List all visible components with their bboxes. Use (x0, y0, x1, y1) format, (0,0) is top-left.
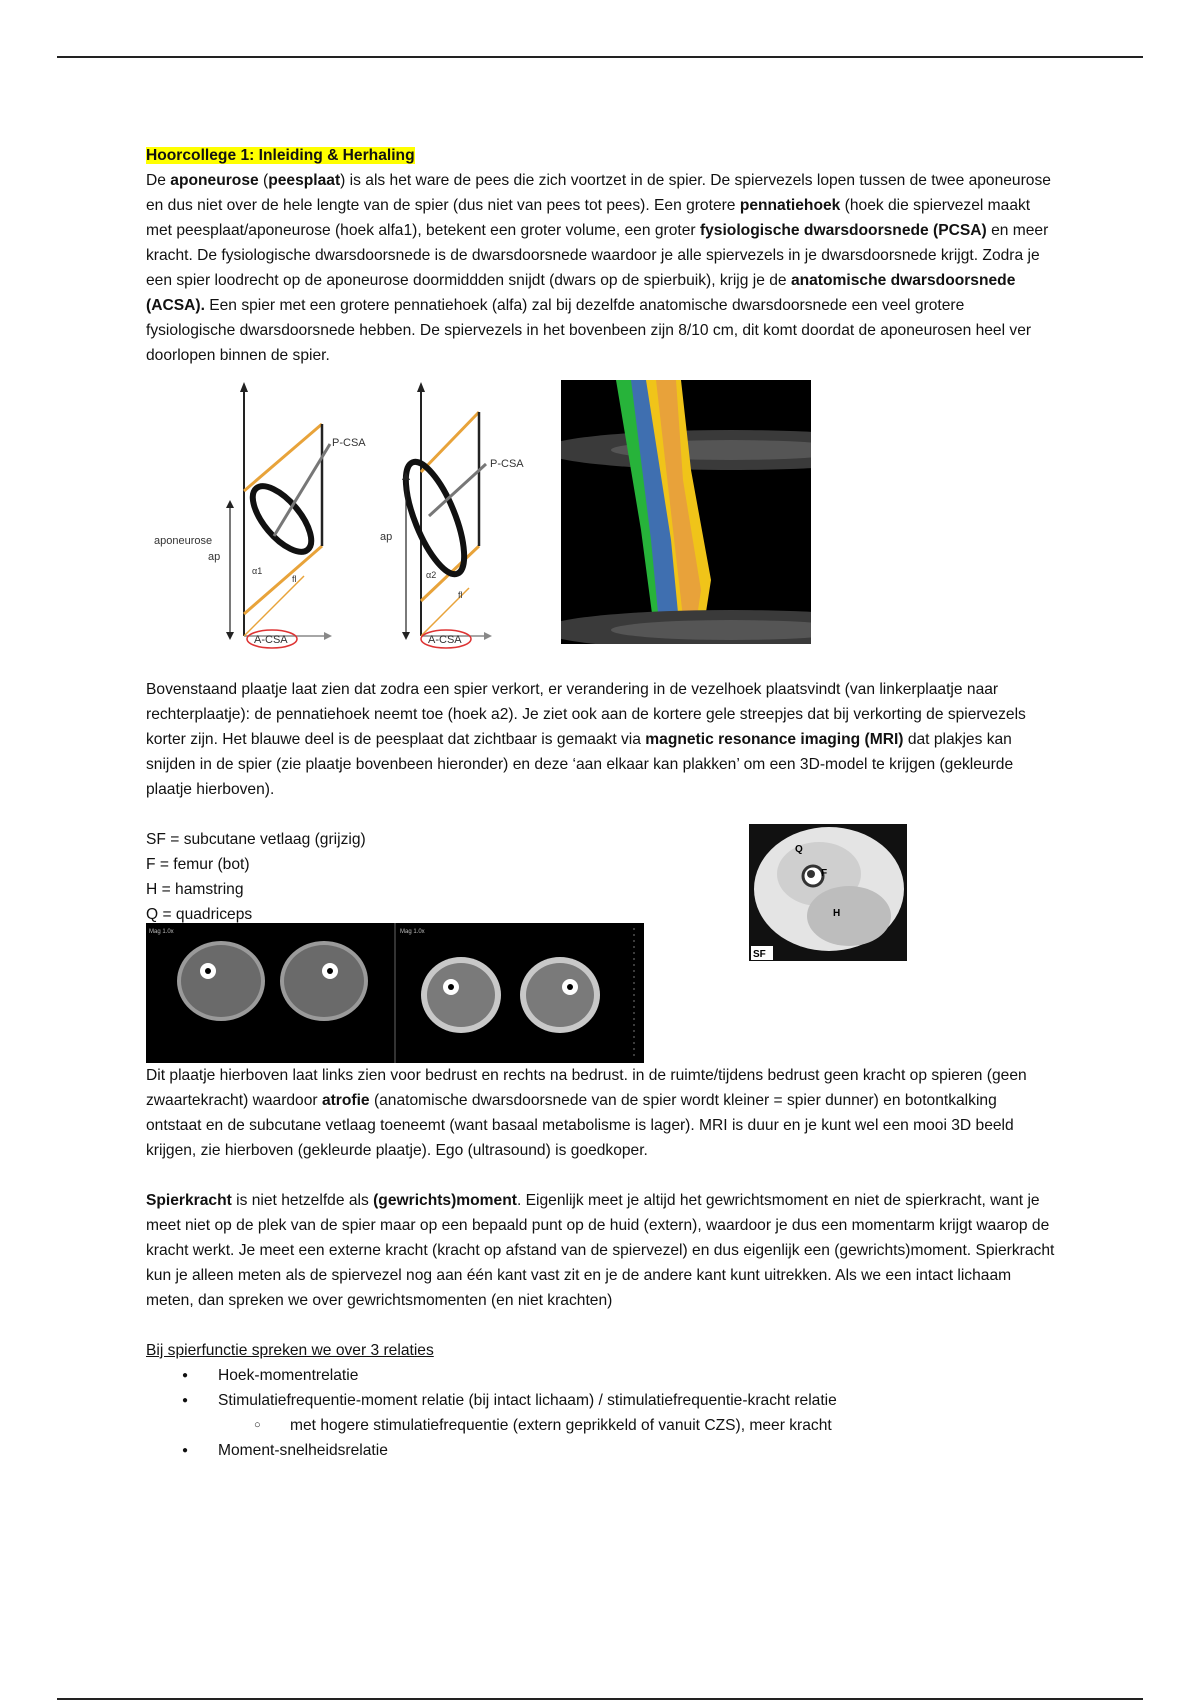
text-run: De (146, 172, 171, 189)
scan-mag-label-2: Mag 1.0x (400, 929, 425, 935)
spacer (146, 652, 1056, 677)
legend-q: Q = quadriceps (146, 906, 253, 923)
bold-term: fysiologische dwarsdoorsnede (PCSA) (699, 222, 987, 239)
text-run: ) is als het ware de pees die zich voortzet in de spier. De spiervezels lopen tussen de twee aponeurose en dus niet over de hele lengte van de spier (dus niet van pees tot pees). Een grotere (146, 172, 1051, 214)
scan-mag-label-1: Mag 1.0x (149, 929, 174, 935)
document-body (146, 143, 1056, 1463)
label-aponeurose: aponeurose (154, 535, 213, 547)
text-run: en meer kracht. De fysiologische dwarsdoorsnede is de dwarsdoorsnede waardoor je alle spiervezels in je dwarsdoorsnede krijgt. Zodra je een spier loodrecht op de aponeurose doormiddden snijdt (dwars op de spierbuik), krijg je de (146, 222, 1049, 289)
section-heading: Hoorcollege 1: Inleiding & Herhaling (146, 147, 415, 164)
scan-label-f: F (821, 868, 828, 879)
relation-item-label: Stimulatiefrequentie-moment relatie (bij intact lichaam) / stimulatiefrequentie-kracht relatie (218, 1392, 837, 1409)
bold-term: pennatiehoek (739, 197, 841, 214)
scan-label-h: H (833, 908, 841, 919)
text-run: Een spier met een grotere pennatiehoek (alfa) zal bij dezelfde anatomische dwarsdoorsnede een veel grotere fysiologische dwarsdoorsnede hebben. De spiervezels in het bovenbeen zijn 8/10 cm, dit komt doordat de aponeurosen heel ver doorlopen binnen de spier. (146, 297, 1032, 364)
bedrest-mri-comparison-image (146, 923, 644, 1063)
text-run: dat plakjes kan snijden in de spier (zie plaatje bovenbeen hieronder) en deze ‘aan elkaar kan plakken’ om een 3D-model te krijgen (gekleurde plaatje hierboven). (146, 731, 1014, 798)
pennation-diagram (144, 376, 554, 652)
relations-list (146, 1363, 1056, 1463)
text-run: ( (258, 172, 269, 189)
relation-sublist (218, 1413, 1056, 1438)
text-run: Bovenstaand plaatje laat zien dat zodra een spier verkort, er verandering in de vezelhoek plaatsvindt (van linkerplaatje naar rechterplaatje): de pennatiehoek neemt toe (hoek a2). Je ziet ook aan de kortere gele streepjes dat bij verkorting de spiervezels korter zijn. Het blauwe deel is de peesplaat dat zichtbaar is gemaakt via (146, 681, 1026, 748)
mri-3d-muscle-image (561, 380, 811, 644)
label-acsa-2: A-CSA (428, 634, 462, 646)
relation-item: ● Moment-snelheidsrelatie (218, 1438, 1056, 1463)
bold-term: Spierkracht (146, 1192, 232, 1209)
thigh-cross-section-image (749, 824, 907, 961)
spacer (146, 1163, 1056, 1188)
paragraph-aponeurose (146, 168, 1056, 368)
spacer (146, 1313, 1056, 1338)
figure-pennation (146, 376, 1056, 652)
spacer (146, 802, 1056, 827)
scan-label-q: Q (795, 844, 803, 855)
legend-sf: SF = subcutane vetlaag (grijzig) (146, 831, 366, 848)
label-alpha-2: α2 (426, 570, 437, 580)
paragraph-bedrust (146, 1063, 1056, 1163)
text-run: (anatomische dwarsdoorsnede van de spier wordt kleiner = spier dunner) en botontkalking ontstaat en de subcutane vetlaag toeneemt (want basaal metabolisme is lager). MRI is duur en je kunt wel een mooi 3D beeld krijgen, zie hierboven (gekleurde plaatje). Ego (ultrasound) is goedkoper. (146, 1092, 1014, 1159)
text-run: (hoek die spiervezel maakt met peesplaat/aponeurose (hoek alfa1), betekent een groter volume, een groter (146, 197, 1031, 239)
bold-term: magnetic resonance imaging (MRI) (645, 731, 904, 748)
paragraph-spierkracht (146, 1188, 1056, 1313)
label-ap-1: ap (208, 551, 221, 563)
bold-term: aponeurose (170, 172, 259, 189)
relation-item (218, 1388, 1056, 1438)
text-run: Dit plaatje hierboven laat links zien voor bedrust en rechts na bedrust. in de ruimte/tijdens bedrust geen kracht op spieren (geen zwaartekracht) waardoor (146, 1067, 1027, 1109)
label-pcsa-1: P-CSA (332, 437, 366, 449)
relation-subitem: ○ met hogere stimulatiefrequentie (extern geprikkeld of vanuit CZS), meer kracht (290, 1413, 1056, 1438)
label-f-2: fl (458, 590, 463, 600)
text-run: is niet hetzelfde als (231, 1192, 374, 1209)
bold-term: (gewrichts)moment (373, 1192, 517, 1209)
legend-f: F = femur (bot) (146, 856, 250, 873)
label-acsa-1: A-CSA (254, 634, 288, 646)
scan-label-sf: SF (753, 949, 766, 960)
paragraph-mri (146, 677, 1056, 802)
bold-term: atrofie (321, 1092, 370, 1109)
label-f-1: fl (292, 574, 297, 584)
label-pcsa-2: P-CSA (490, 458, 524, 470)
section-heading-line (146, 143, 1056, 168)
text-run: . Eigenlijk meet je altijd het gewrichtsmoment en niet de spierkracht, want je meet niet op de plek van de spier maar op een bepaald punt op de huid (extern), waardoor je dus een momentarm krijgt waarop de kracht werkt. Je meet een externe kracht (kracht op afstand van de spiervezel) en dus eigenlijk een (gewrichts)moment. Spierkracht kun je alleen meten als de spiervezel nog aan één kant vast zit en je de andere kant kunt uitrekken. Als we een intact lichaam meten, dan spreken we over gewrichtsmomenten (en niet krachten) (146, 1192, 1055, 1309)
relation-item: ● Hoek-momentrelatie (218, 1363, 1056, 1388)
label-alpha-1: α1 (252, 566, 263, 576)
bold-term: anatomische dwarsdoorsnede (ACSA). (146, 272, 1016, 314)
top-rule (57, 56, 1143, 58)
bold-term: peesplaat (268, 172, 341, 189)
legend-h: H = hamstring (146, 881, 244, 898)
relations-title: Bij spierfunctie spreken we over 3 relaties (146, 1342, 434, 1359)
label-ap-2: ap (380, 531, 393, 543)
